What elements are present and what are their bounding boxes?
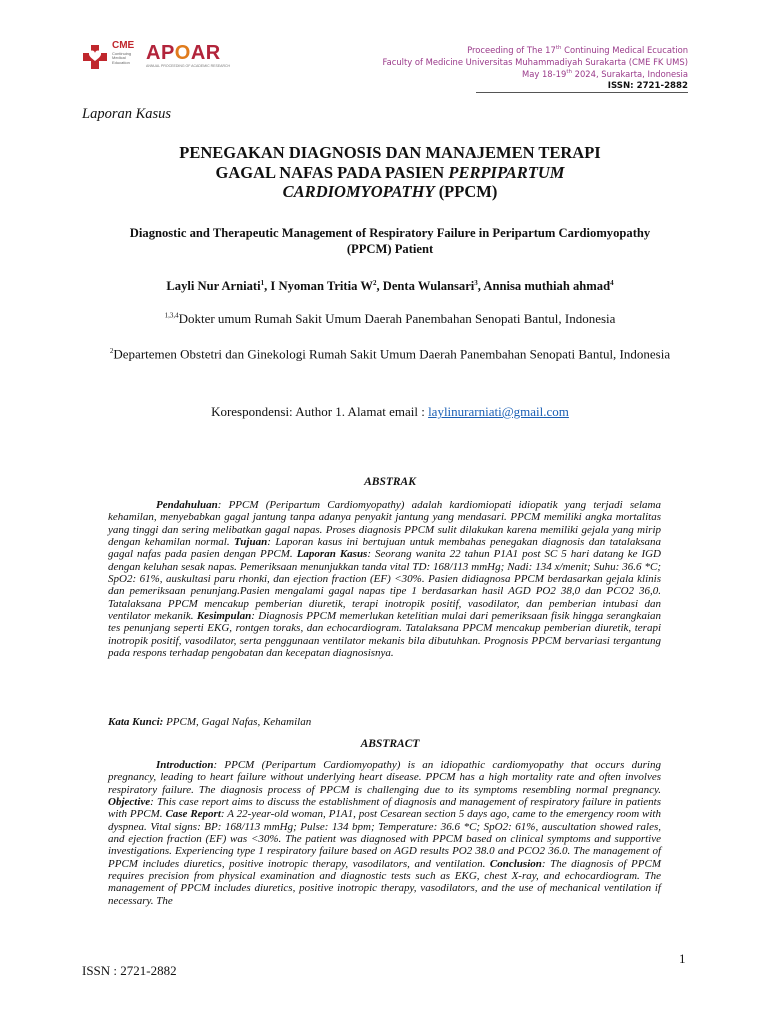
author-2: , I Nyoman Tritia W	[264, 279, 373, 294]
author-list	[90, 279, 690, 294]
cross-heart-icon	[82, 44, 108, 70]
title-line2-text: GAGAL NAFAS PADA PASIEN	[215, 162, 449, 182]
abstrak-aim-label: Tujuan	[234, 536, 268, 549]
page-number: 1	[679, 951, 686, 966]
title-line3-italic: CARDIOMYOPATHY	[282, 182, 435, 201]
proceeding-line3-rest: 2024, Surakarta, Indonesia	[571, 69, 688, 79]
abstract-conclusion-label: Conclusion	[489, 857, 542, 870]
affiliation-1-text: Dokter umum Rumah Sakit Umum Daerah Panembahan Senopati Bantul, Indonesia	[178, 311, 616, 326]
abstrak-body	[108, 499, 661, 659]
abstrak-heading: ABSTRAK	[364, 476, 416, 488]
cme-logo-subtext: Continuing Medical Education	[112, 51, 132, 65]
abstrak-conclusion-text: : Diagnosis PPCM memerlukan ketelitian mulai dari pemeriksaan fisik hingga serangkaian tes penunjang seperti EKG, rontgen toraks, dan echocardiogram. Tatalaksana PPCM mencakup pemberian diuretik, terapi inotropik positif, vasodilator, serta penggunaan ventilator mekanis bila dibutuhkan. Prognosis PPCM bervariasi tergantung pada respons terhadap pengobatan dan kecepatan diagnosisnya.	[108, 610, 661, 660]
abstract-body	[108, 759, 661, 907]
article-type: Laporan Kasus	[82, 106, 172, 122]
cme-logo-text: CME	[112, 40, 135, 51]
abstract-intro-text: : PPCM (Peripartum Cardiomyopathy) is an idiopathic cardiomyopathy that occurs during pregnancy, leading to heart failure without underlying heart disease. PPCM has a high mortality rate and often involves respiratory failure. The diagnosis process of PPCM is challenging due to its symptoms resembling normal pregnancy.	[108, 759, 661, 796]
proceeding-line1-rest: Continuing Medical Ecucation	[561, 45, 688, 55]
abstrak-intro-label: Pendahuluan	[156, 499, 218, 511]
author-1: Layli Nur Arniati	[166, 279, 261, 294]
proceeding-line2: Faculty of Medicine Universitas Muhammadiyah Surakarta (CME FK UMS)	[382, 57, 688, 67]
abstract-paragraph	[108, 759, 661, 907]
abstract-case-label: Case Report	[165, 808, 221, 821]
paper-title	[110, 143, 670, 202]
author-1-sup: 1	[260, 279, 265, 287]
abstract-conclusion-text: : The diagnosis of PPCM requires precision from physical examination and diagnostic tests such as EKG, chest X-ray, and echocardiogram. The management of PPCM includes diuretics, positive inotropic therapy, vasodilators, and the use of mechanical ventilation if necessary. The	[108, 857, 661, 907]
abstract-aim-label: Objective	[108, 796, 151, 809]
affiliation-2-sup: 2	[109, 347, 114, 355]
title-line3	[110, 182, 670, 202]
proceeding-line3-text: May 18-19	[522, 69, 567, 79]
abstract-case-text: : A 22-year-old woman, P1A1, post Cesarean section 5 days ago, came to the emergency room with dyspnea. Vital signs: BP: 168/113 mmHg; Pulse: 134 bpm; Temperature: 36.6 *C; SpO2: 61%, auscultation showed rales, and ejection fraction (EF) was <30%. The patient was diagnosed with PPCM based on clinical symptoms and supportive investigations. Experiencing type 1 respiratory failure based on AGD results PO2 38.0 and PCO2 36.0. The management of PPCM includes diuretics, positive inotropic therapy, vasodilators, and ventilation.	[108, 808, 661, 870]
keywords-value: PPCM, Gagal Nafas, Kehamilan	[163, 716, 312, 728]
correspondence-label: Korespondensi: Author 1. Alamat email :	[211, 404, 429, 419]
apoar-logo: APOAR	[146, 42, 221, 64]
affiliation-2	[90, 343, 690, 362]
author-4: , Annisa muthiah ahmad	[477, 279, 611, 294]
proceeding-line1-text: Proceeding of The 17	[467, 45, 556, 55]
abstract-intro-label: Introduction	[156, 759, 214, 771]
affiliation-1	[80, 311, 700, 327]
proceeding-line1-sup: th	[555, 45, 562, 52]
cme-logo	[82, 40, 140, 70]
correspondence	[90, 404, 690, 420]
abstrak-case-text: : Seorang wanita 22 tahun P1A1 post SC 5 hari datang ke IGD dengan keluhan sesak napas. Pemeriksaan menunjukkan tanda vital TD: 168/113 mmHg; Nadi: 134 x/menit; Suhu: 36.6 *C; SpO2: 61%, auskultasi paru rhonki, dan ejection fraction (EF) <30%. Pasien didiagnosa PPCM berdasarkan gejala klinis dan pemeriksaan penunjang.Pasien mengalami gagal napas tipe 1 berdasarkan hasil AGD PO2 38,0 dan PCO2 36,0. Tatalaksana PPCM mencakup pemberian diuretik, terapi inotropik positif, vasodilator, dan pemberian intubasi dan ventilator mekanik.	[108, 548, 662, 623]
abstrak-paragraph	[108, 499, 661, 659]
author-2-sup: 2	[372, 279, 377, 287]
abstrak-conclusion-label: Kesimpulan	[196, 610, 252, 623]
author-4-sup: 4	[610, 279, 614, 287]
header-divider	[476, 92, 688, 93]
proceeding-line3	[383, 68, 688, 80]
header-logos	[82, 40, 232, 74]
keywords	[108, 716, 311, 728]
abstrak-case-label: Laporan Kasus	[296, 548, 368, 561]
proceeding-header	[383, 44, 688, 92]
keywords-label: Kata Kunci:	[108, 716, 164, 728]
title-line2	[110, 163, 670, 183]
author-3-sup: 3	[474, 279, 478, 287]
apoar-logo-o: O	[174, 42, 191, 64]
abstrak-intro-text: : PPCM (Peripartum Cardiomyopathy) adalah kardiomiopati idiopatik yang terjadi selama kehamilan, menyebabkan gagal jantung tanpa adanya penyakit jantung yang mendasari. PPCM memiliki angka mortalitas yang tinggi dan sering melibatkan gagal napas. Proses diagnosis PPCM sulit dilakukan karena memiliki gejala yang mirip dengan kehamilan normal.	[108, 499, 661, 549]
proceeding-line3-sup: th	[566, 69, 572, 76]
abstract-heading: ABSTRACT	[360, 738, 420, 750]
affiliation-2-text: Departemen Obstetri dan Ginekologi Rumah Sakit Umum Daerah Panembahan Senopati Bantul, Indonesia	[113, 346, 671, 362]
english-title: Diagnostic and Therapeutic Management of Respiratory Failure in Peripartum Cardiomyopathy (PPCM) Patient	[129, 226, 651, 256]
apoar-logo-subtext: ANNUAL PROCEEDING OF ACADEMIC RESEARCH	[146, 64, 231, 68]
title-line3-text: (PPCM)	[434, 182, 498, 201]
abstrak-aim-text: : Laporan kasus ini bertujuan untuk membahas penegakan diagnosis dan tatalaksana gagal nafas pada pasien dengan PPCM.	[108, 536, 661, 561]
abstract-aim-text: : This case report aims to discuss the establishment of diagnosis and management of respiratory failure in patients with PPCM.	[108, 796, 661, 821]
affiliation-1-sup: 1,3,4	[164, 311, 179, 320]
title-line2-italic: PERPIPARTUM	[448, 162, 565, 182]
footer-issn: ISSN : 2721-2882	[82, 963, 177, 978]
title-line1: PENEGAKAN DIAGNOSIS DAN MANAJEMEN TERAPI	[179, 143, 601, 162]
proceeding-line1	[383, 44, 688, 56]
author-3: , Denta Wulansari	[376, 279, 475, 294]
email-link[interactable]: laylinurarniati@gmail.com	[428, 404, 569, 419]
header-issn: ISSN: 2721-2882	[607, 81, 688, 91]
